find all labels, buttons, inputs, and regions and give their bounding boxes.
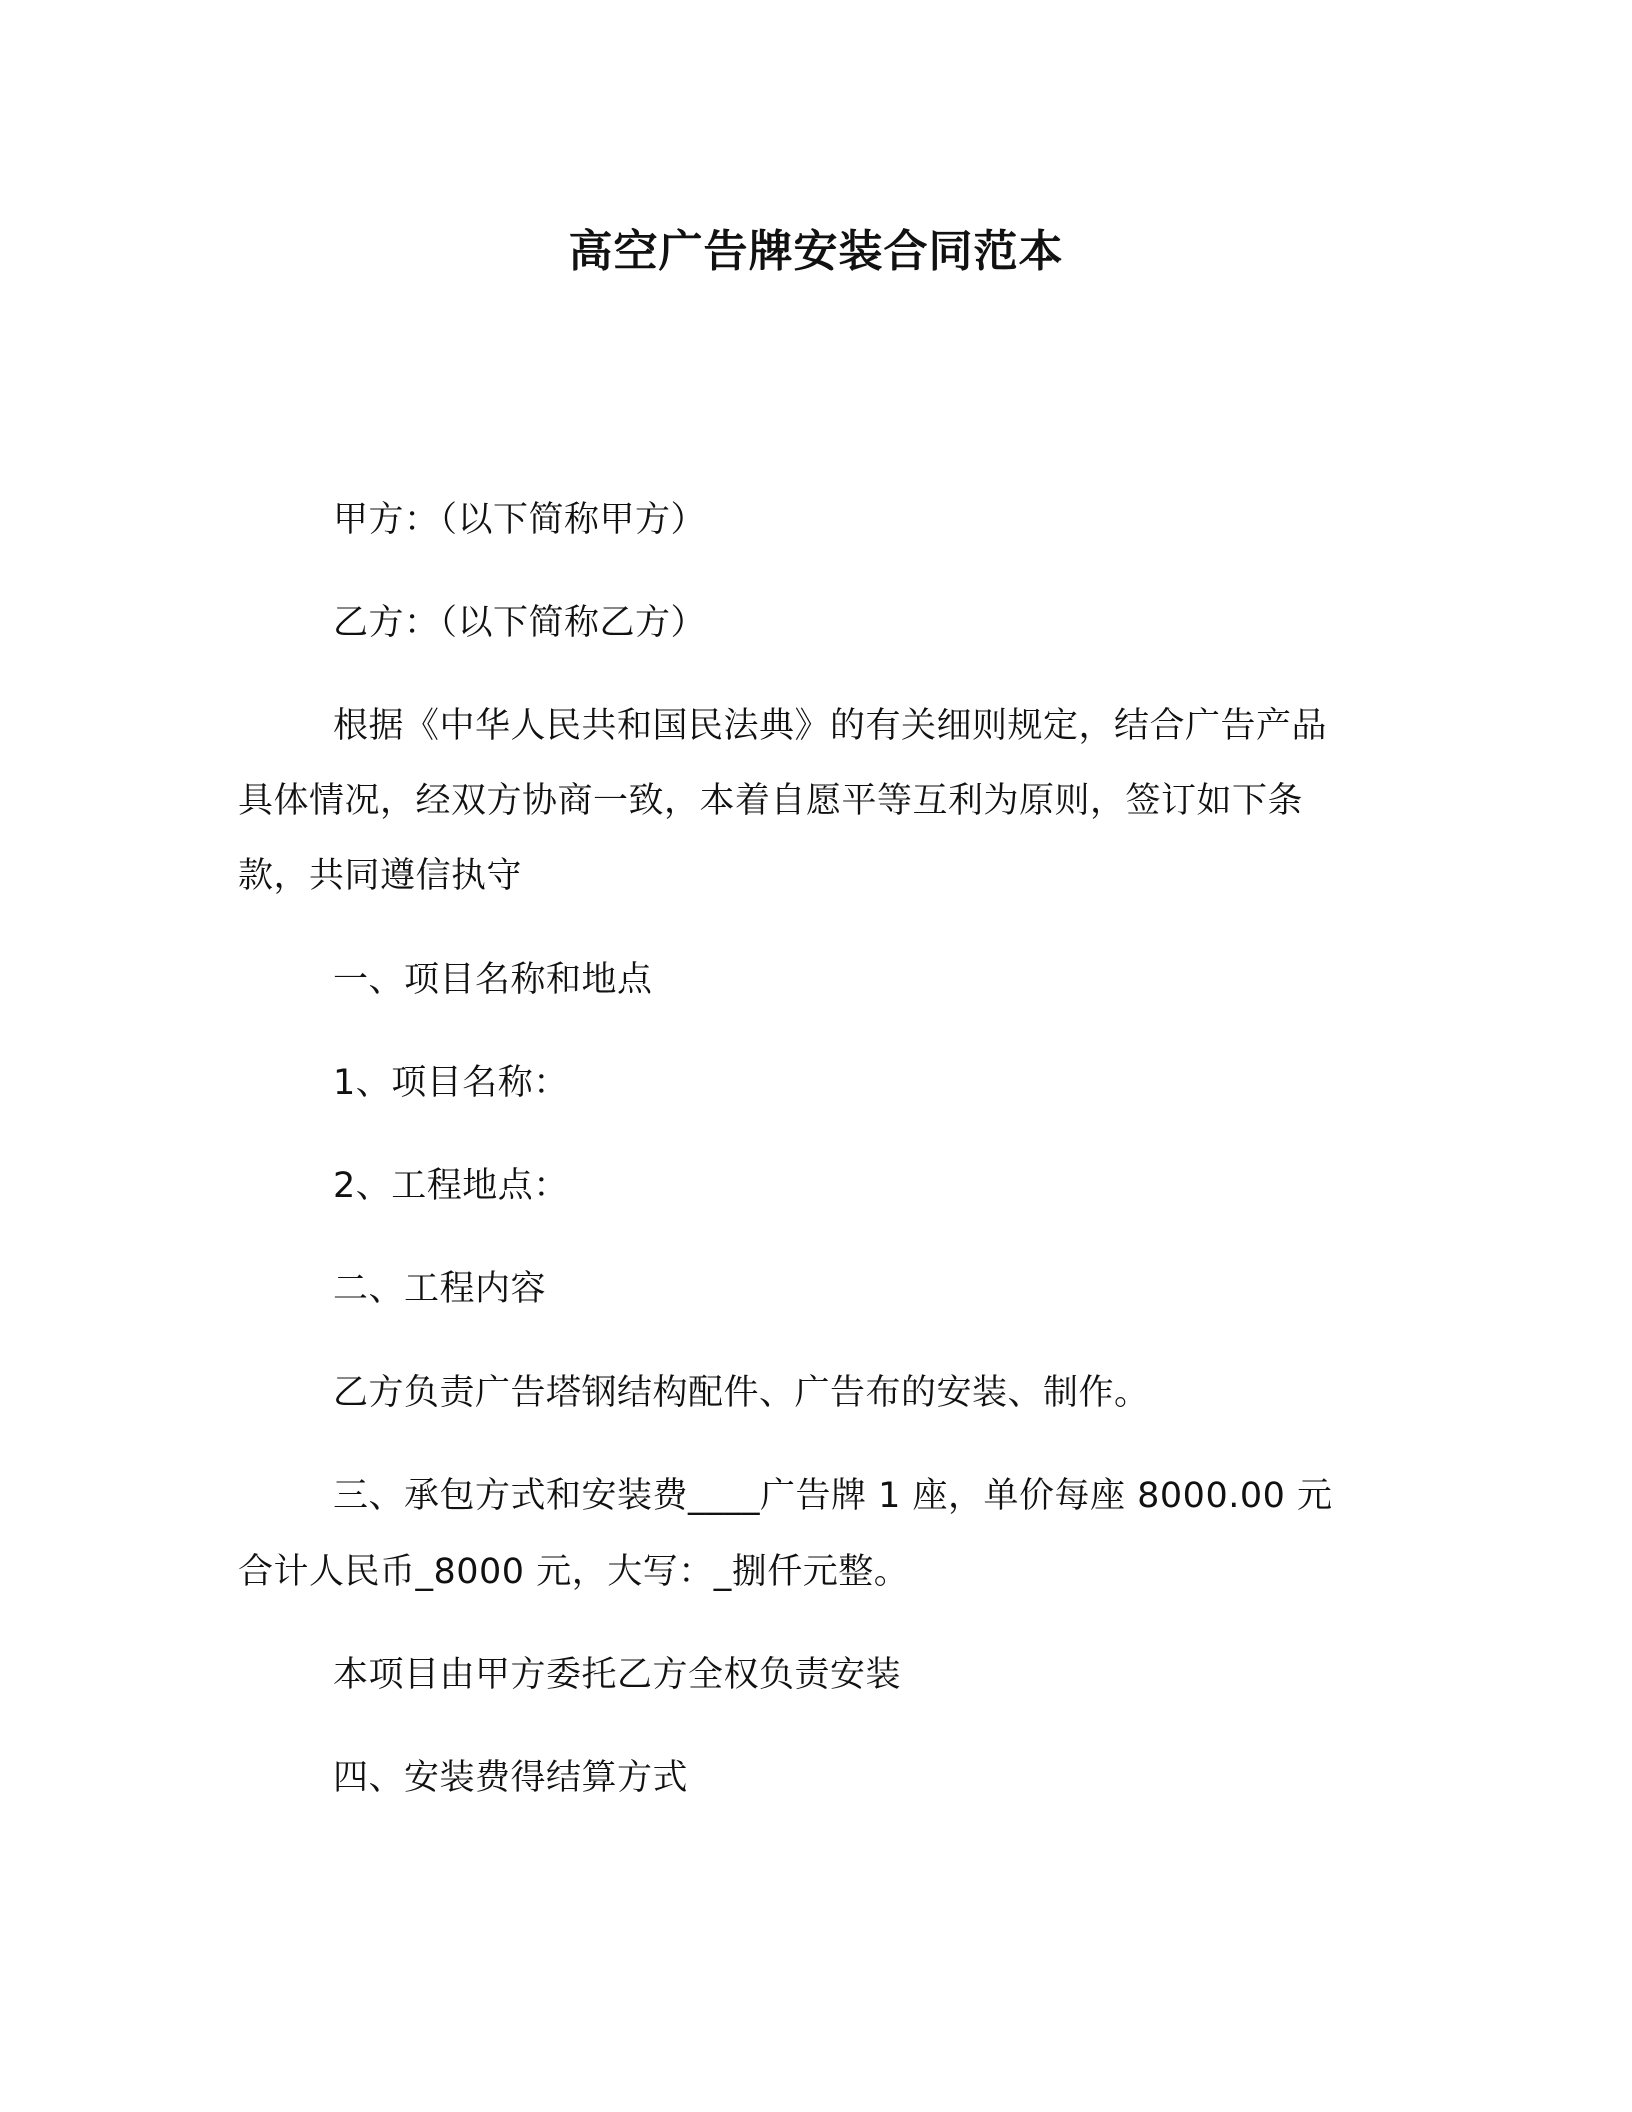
section-1-item-location: 2、工程地点： xyxy=(333,1166,569,1206)
section-1-item-project-name: 1、项目名称： xyxy=(333,1063,569,1103)
section-3-body: 本项目由甲方委托乙方全权负责安装 xyxy=(333,1655,902,1695)
section-3-line-2: 合计人民币_8000 元，大写：_捌仟元整。 xyxy=(238,1552,910,1592)
intro-paragraph-line-1: 根据《中华人民共和国民法典》的有关细则规定，结合广告产品 xyxy=(333,706,1328,746)
section-1-heading: 一、项目名称和地点 xyxy=(333,960,653,1000)
section-2-heading: 二、工程内容 xyxy=(333,1269,547,1309)
intro-paragraph-line-3: 款，共同遵信执守 xyxy=(238,856,523,896)
section-3-line-1: 三、承包方式和安装费____广告牌 1 座，单价每座 8000.00 元 xyxy=(333,1476,1333,1516)
party-b-line: 乙方：（以下简称乙方） xyxy=(333,603,707,643)
section-2-body: 乙方负责广告塔钢结构配件、广告布的安装、制作。 xyxy=(333,1373,1150,1413)
party-a-line: 甲方：（以下简称甲方） xyxy=(333,500,707,540)
section-4-heading: 四、安装费得结算方式 xyxy=(333,1758,689,1798)
intro-paragraph-line-2: 具体情况，经双方协商一致，本着自愿平等互利为原则，签订如下条 xyxy=(238,781,1304,821)
document-title: 高空广告牌安装合同范本 xyxy=(568,226,1064,277)
